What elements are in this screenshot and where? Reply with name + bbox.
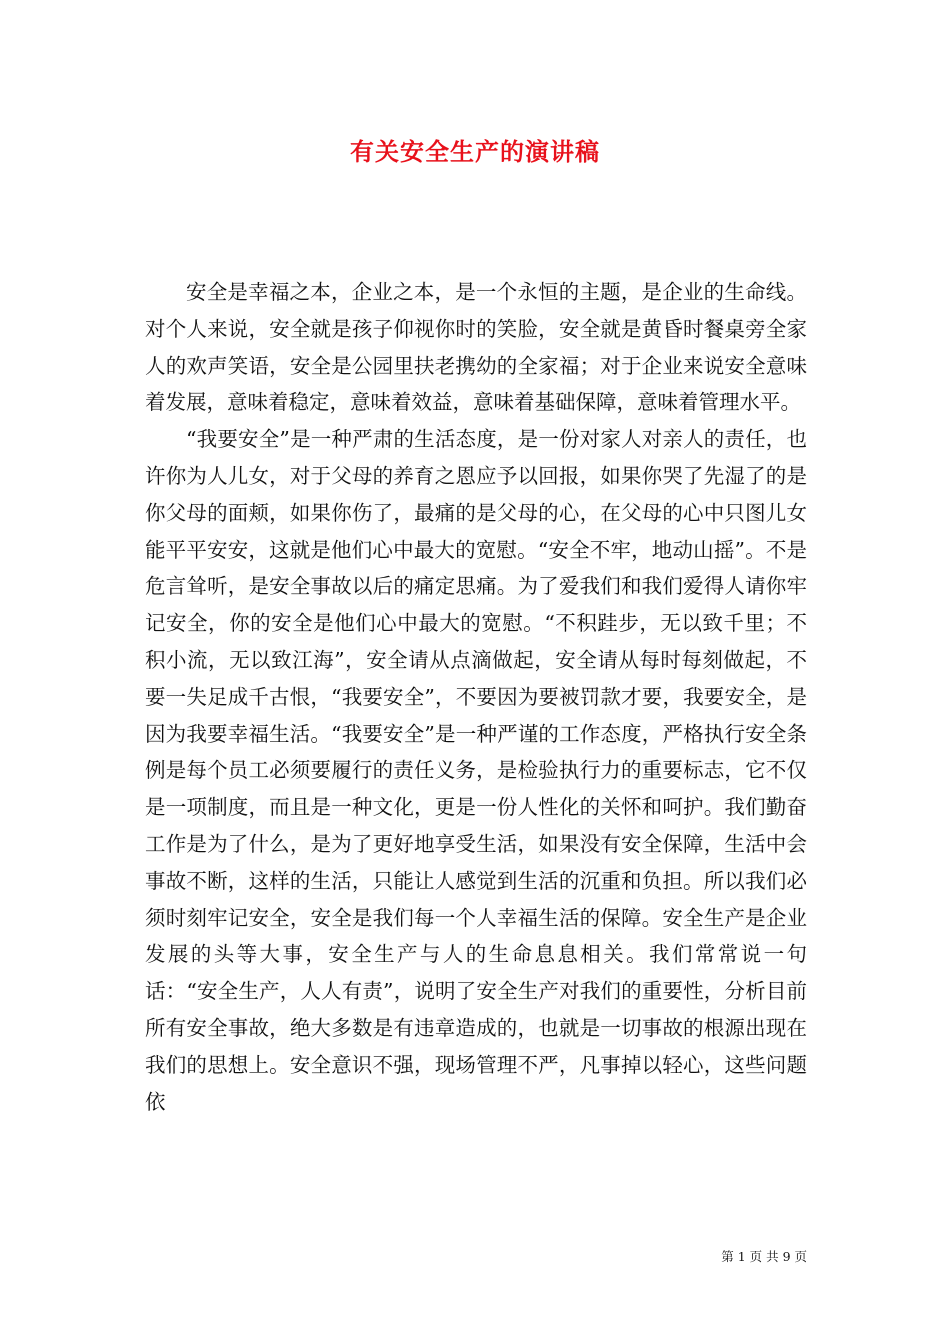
- paragraph-2: “我要安全”是一种严肃的生活态度，是一份对家人对亲人的责任，也许你为人儿女，对于父母的养育之恩应予以回报，如果你哭了先湿了的是你父母的面颊，如果你伤了，最痛的是父母的心，在父母的心中只图儿女能平平安安，这就是他们心中最大的宽慰。“安全不牢，地动山摇”。不是危言耸听，是安全事故以后的痛定思痛。为了爱我们和我们爱得人请你牢记安全，你的安全是他们心中最大的宽慰。“不积跬步，无以致千里；不积小流，无以致江海”，安全请从点滴做起，安全请从每时每刻做起，不要一失足成千古恨，“我要安全”，不要因为要被罚款才要，我要安全，是因为我要幸福生活。“我要安全”是一种严谨的工作态度，严格执行安全条例是每个员工必须要履行的责任义务，是检验执行力的重要标志，它不仅是一项制度，而且是一种文化，更是一份人性化的关怀和呵护。我们勤奋工作是为了什么，是为了更好地享受生活，如果没有安全保障，生活中会事故不断，这样的生活，只能让人感觉到生活的沉重和负担。所以我们必须时刻牢记安全，安全是我们每一个人幸福生活的保障。安全生产是企业发展的头等大事，安全生产与人的生命息息相关。我们常常说一句话：“安全生产，人人有责”，说明了安全生产对我们的重要性，分析目前所有安全事故，绝大多数是有违章造成的，也就是一切事故的根源出现在我们的思想上。安全意识不强，现场管理不严，凡事掉以轻心，这些问题依: [145, 427, 807, 1114]
- document-title: 有关安全生产的演讲稿: [350, 137, 600, 166]
- paragraph-1: 安全是幸福之本，企业之本，是一个永恒的主题，是企业的生命线。对个人来说，安全就是孩子仰视你时的笑脸，安全就是黄昏时餐桌旁全家人的欢声笑语，安全是公园里扶老携幼的全家福；对于企业来说安全意味着发展，意味着稳定，意味着效益，意味着基础保障，意味着管理水平。: [145, 280, 807, 415]
- page-number-footer: 第 1 页 共 9 页: [721, 1249, 807, 1264]
- document-body: [145, 274, 807, 1120]
